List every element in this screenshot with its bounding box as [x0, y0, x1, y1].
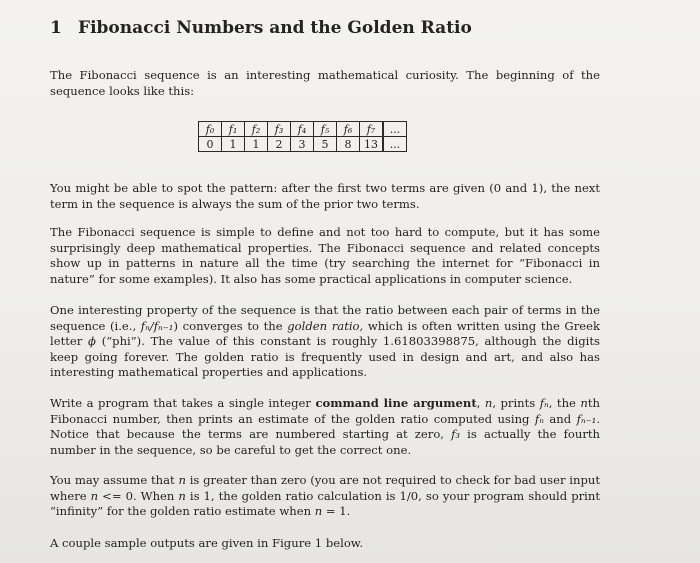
table-cell: 0: [199, 137, 222, 152]
golden-ratio-paragraph: One interesting property of the sequence is that the ratio between each pair of terms in the sequence (i.e., fₙ/fₙ₋₁) converges to the golden ratio, which is often written using the Greek letter ϕ (“phi”). The value of this constant is roughly 1.61803398875, although the digits keep going forever. The golden ratio is frequently used in design and art, and also has interesting mathematical properties and applications.: [50, 303, 600, 380]
table-cell: f₀: [199, 122, 222, 137]
table-cell: f₇: [360, 122, 384, 137]
pattern-paragraph: You might be able to spot the pattern: after the first two terms are given (0 and 1), the next term in the sequence is always the sum of the prior two terms.: [50, 181, 600, 211]
table-cell: f₅: [314, 122, 337, 137]
table-cell: f₆: [337, 122, 360, 137]
assignment-paragraph: Write a program that takes a single integer command line argument, n, prints fₙ, the nth Fibonacci number, then prints an estimate of the golden ratio computed using fₙ and fₙ₋₁. Notice that because the terms are numbered starting at zero, f₃ is actually the fourth number in the sequence, so be careful to get the correct one.: [50, 396, 601, 457]
section-title: Fibonacci Numbers and the Golden Ratio: [78, 18, 472, 38]
table-cell: 2: [268, 137, 291, 152]
table-cell: ...: [383, 137, 407, 152]
section-number: 1: [50, 18, 62, 38]
table-cell: 1: [222, 137, 245, 152]
table-cell: 13: [360, 137, 384, 152]
section-heading: [50, 18, 472, 38]
intro-paragraph: The Fibonacci sequence is an interesting mathematical curiosity. The beginning of the sequence looks like this:: [50, 68, 600, 98]
table-cell: 3: [291, 137, 314, 152]
table-value-row: [199, 137, 407, 152]
table-header-row: [199, 122, 407, 137]
table-cell: 1: [245, 137, 268, 152]
assumption-paragraph: You may assume that n is greater than zero (you are not required to check for bad user input where n <= 0. When n is 1, the golden ratio calculation is 1/0, so your program should print “infinity” for the golden ratio estimate when n = 1.: [50, 473, 600, 519]
figure-reference-paragraph: A couple sample outputs are given in Figure 1 below.: [50, 536, 364, 550]
properties-paragraph: The Fibonacci sequence is simple to define and not too hard to compute, but it has some surprisingly deep mathematical properties. The Fibonacci sequence and related concepts show up in patterns in nature all the time (try searching the internet for “Fibonacci in nature” for some examples). It also has some practical applications in computer science.: [50, 225, 600, 286]
table-cell: 5: [314, 137, 337, 152]
table-cell: f₃: [268, 122, 291, 137]
table-cell: ...: [383, 122, 407, 137]
table-cell: f₂: [245, 122, 268, 137]
table-cell: 8: [337, 137, 360, 152]
table-cell: f₁: [222, 122, 245, 137]
table-cell: f₄: [291, 122, 314, 137]
fibonacci-table: [198, 121, 407, 152]
command-line-argument-term: command line argument: [315, 396, 477, 410]
